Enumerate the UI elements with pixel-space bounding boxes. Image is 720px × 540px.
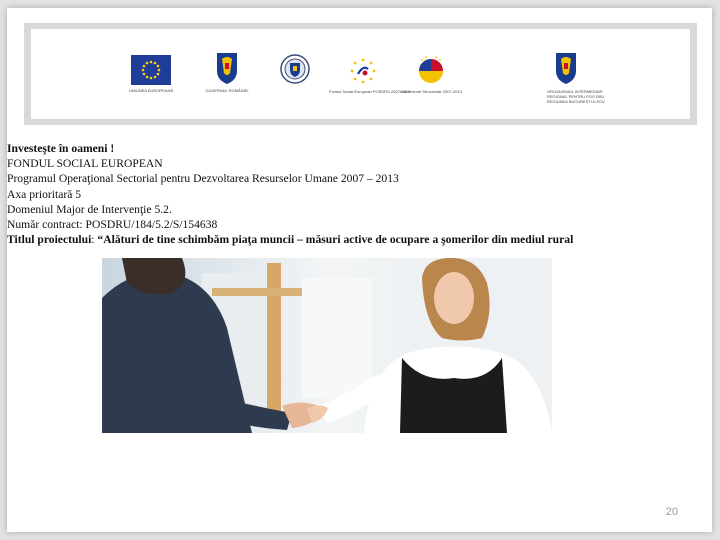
program-line: Programul Operaţional Sectorial pentru Dezvoltarea Resurselor Umane 2007 – 2013 [7,172,399,186]
logo-banner-inner [31,29,690,119]
romanian-coat-of-arms-logo [205,51,249,93]
page-number: 20 [665,506,678,518]
project-title-separator: : [91,233,98,247]
priority-axis-line: Axa prioritară 5 [7,187,82,201]
logo-banner [24,23,697,125]
regional-coat-of-arms-icon [553,51,579,85]
structural-logo-caption: Instrumente Structurale 2007-2013 [400,89,462,94]
coat-of-arms-icon [214,51,240,85]
intervention-domain-line: Domeniul Major de Intervenţie 5.2. [7,202,172,216]
fse-logo-caption: Fondul Social European POSDRU 2007-2013 [329,89,411,94]
project-title-line [7,232,707,247]
contract-number-line: Număr contract: POSDRU/184/5.2/S/154638 [7,218,218,232]
ministry-seal-logo [280,54,310,84]
ministry-seal-icon [280,54,310,84]
eu-flag-logo [128,55,173,93]
project-title-label: Titlul proiectului [7,233,92,247]
fse-logo [329,57,411,94]
slide [7,8,712,532]
regional-logo-caption: ORGANISMUL INTERMEDIAR REGIONAL PENTRU POS DRU REGIUNEA BUCUREȘTI-ILFOV [547,89,605,104]
project-title-value: “Alături de tine schimbăm piaţa muncii – măsuri active de ocupare a şomerilor din mediul rural [97,233,574,247]
handshake-photo [102,258,552,433]
structural-instruments-logo [400,55,462,94]
regional-organism-logo [547,51,605,104]
handshake-illustration [102,258,552,433]
fund-line: FONDUL SOCIAL EUROPEAN [7,157,163,171]
government-logo-caption: GUVERNUL ROMÂNIEI [205,88,249,93]
structural-instruments-icon [414,55,448,85]
fse-star-icon [349,57,377,85]
eu-logo-caption: UNIUNEA EUROPEANĂ [128,88,173,93]
project-info-text [7,141,707,247]
eu-flag-icon [131,55,171,85]
slogan-line: Investeşte în oameni ! [7,142,115,155]
